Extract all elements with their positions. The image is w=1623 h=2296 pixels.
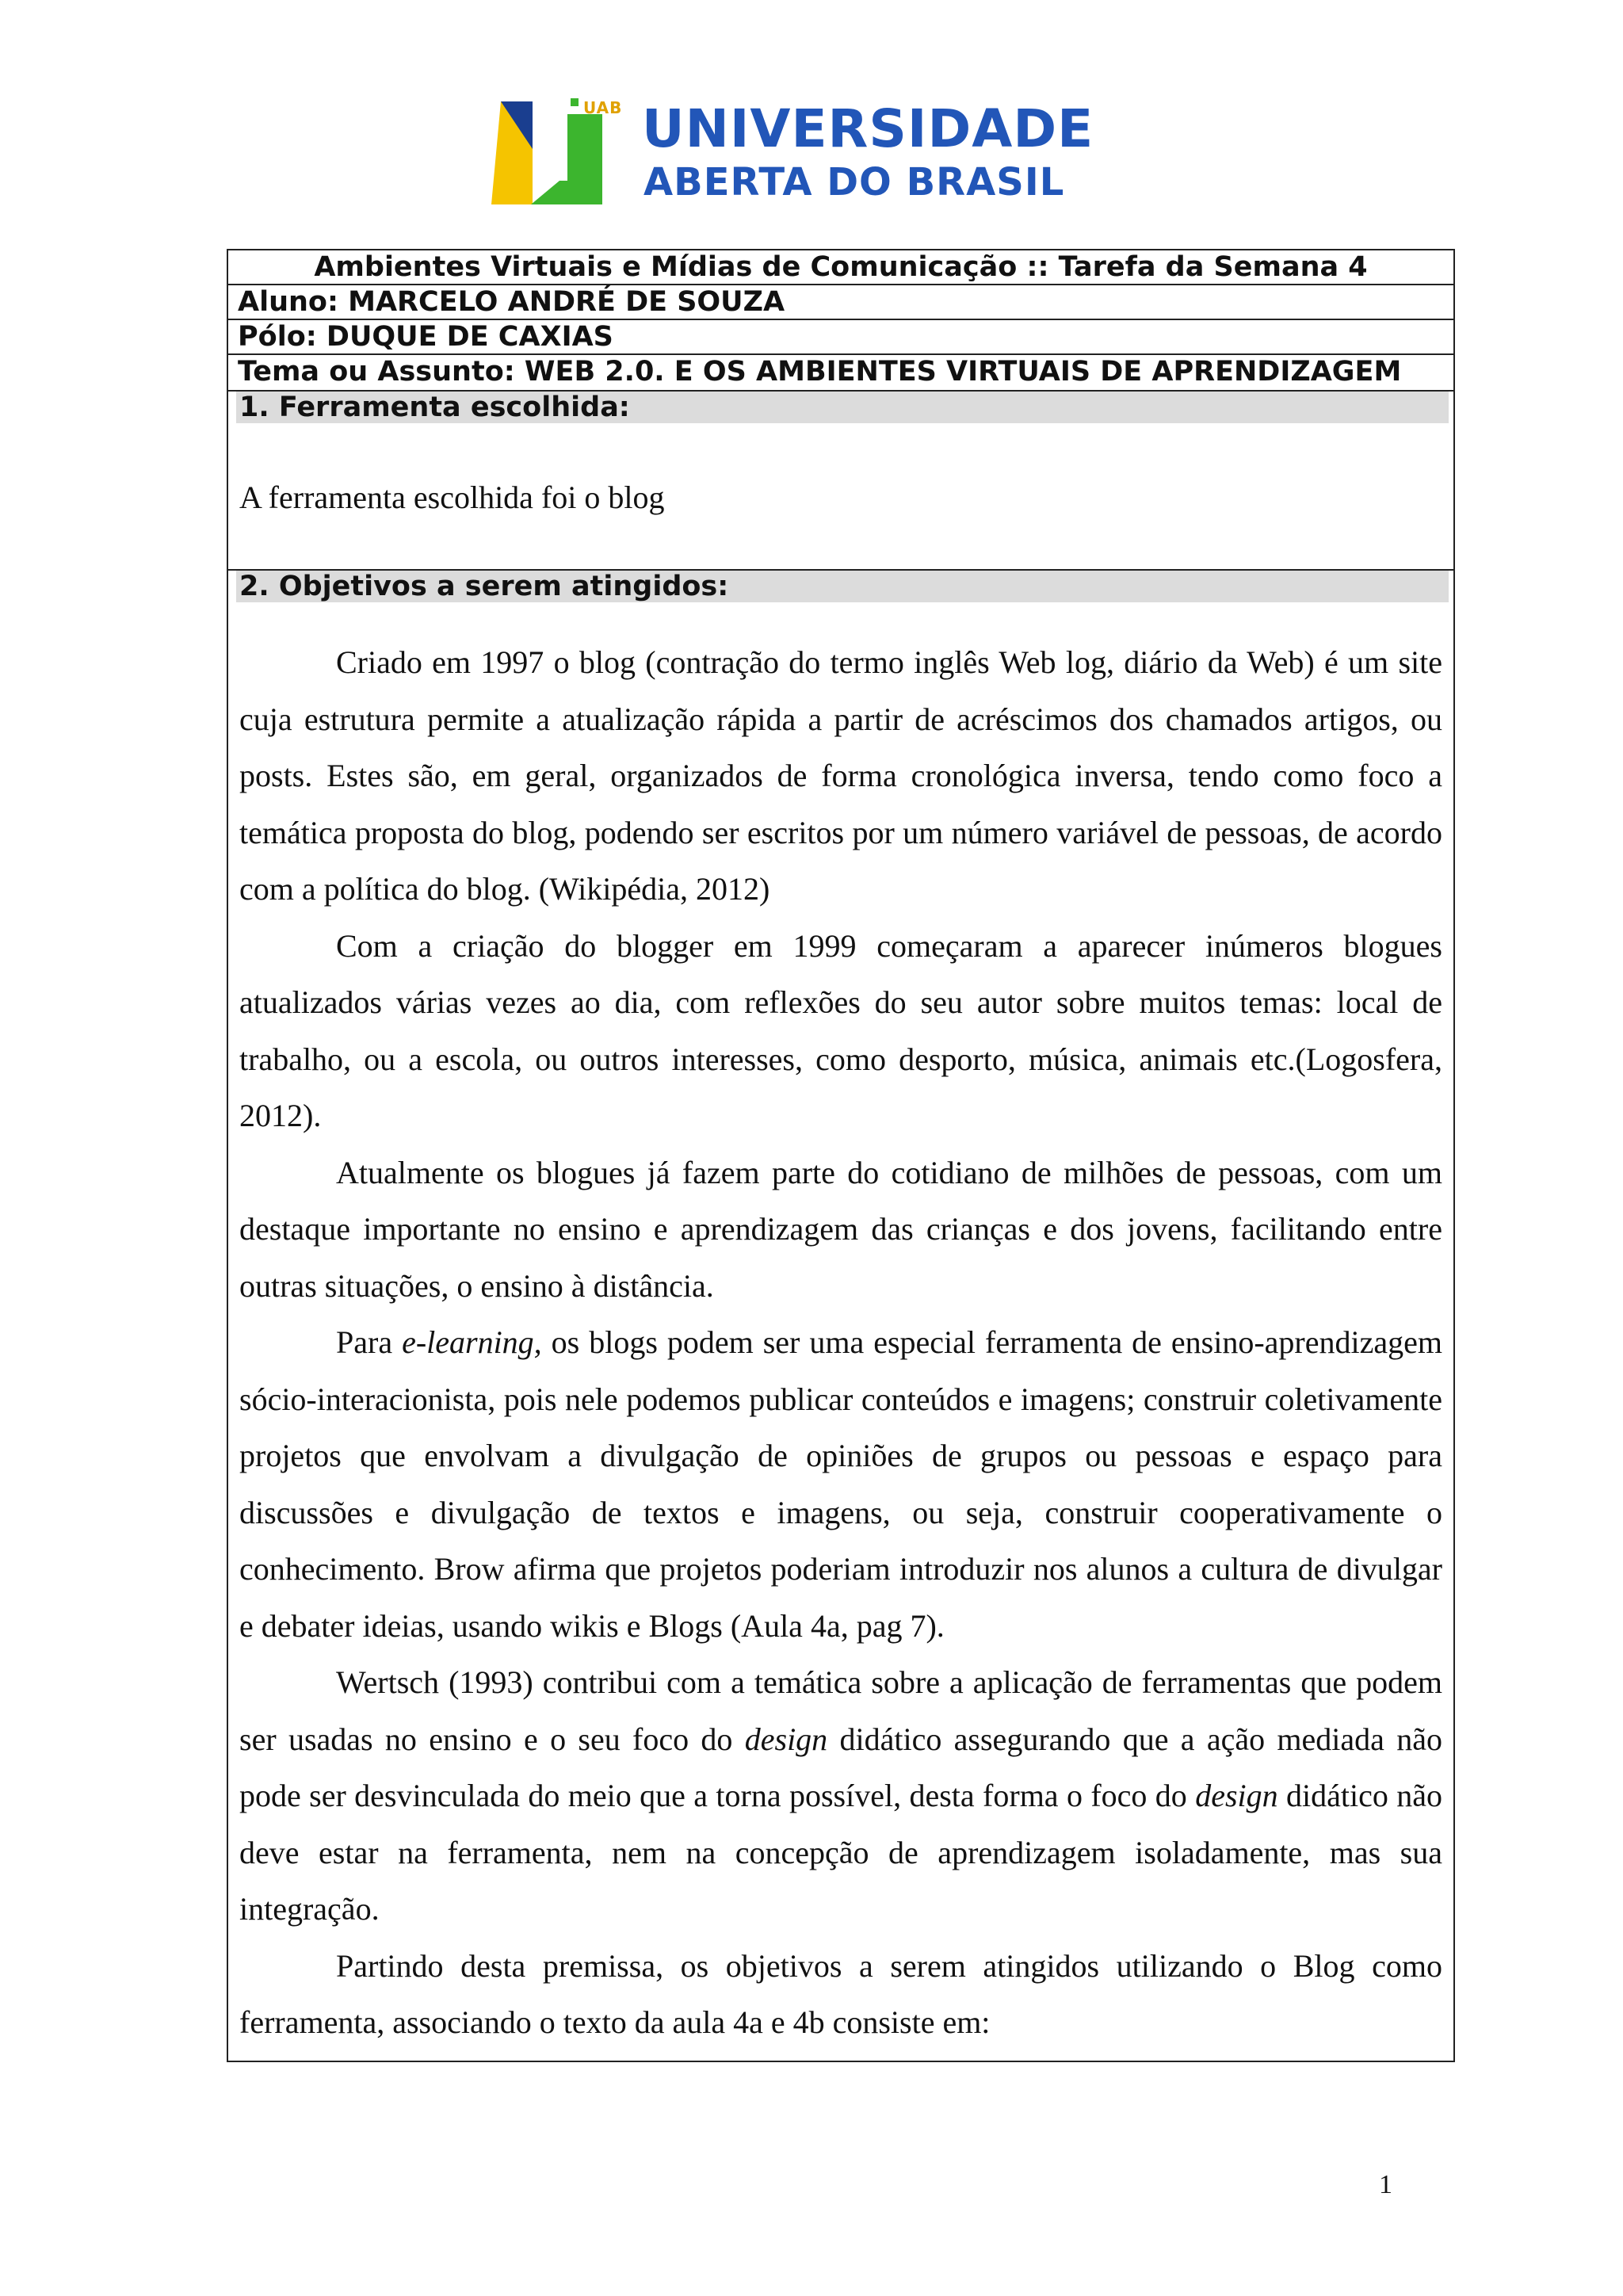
paragraph-5 — [239, 1654, 1442, 1938]
section-2-heading: 2. Objetivos a serem atingidos: — [236, 571, 1449, 602]
page-number: 1 — [1379, 2170, 1392, 2199]
text-run: os blogs podem ser uma especial ferramenta de ensino-aprendizagem sócio-interacionista, pois nele podemos publicar conteúdos e imagens; construir coletivamente projetos que envolvam a divulgação de opiniões de grupos ou pessoas e espaço para discussões e divulgação de textos e imagens, ou seja, construir cooperativamente o conhecimento. Brow afirma que projetos poderiam introduzir nos alunos a cultura de divulgar e debater ideias, usando wikis e Blogs (Aula 4a, pag 7). — [239, 1324, 1442, 1644]
text-run: Para — [336, 1324, 403, 1360]
paragraph-1: Criado em 1997 o blog (contração do termo inglês Web log, diário da Web) é um site cuja estrutura permite a atualização rápida a partir de acréscimos dos chamados artigos, ou posts. Estes são, em geral, organizados de forma cronológica inversa, tendo como foco a temática proposta do blog, podendo ser escritos por um número variável de pessoas, de acordo com a política do blog. (Wikipédia, 2012) — [239, 644, 1442, 907]
section-1-answer: A ferramenta escolhida foi o blog — [239, 479, 665, 515]
paragraph-4 — [239, 1314, 1442, 1654]
logo-small-text: UAB — [583, 98, 623, 117]
italic-term: e-learning, — [402, 1324, 542, 1360]
pole-name: Pólo: DUQUE DE CAXIAS — [228, 320, 1453, 355]
paragraph-2: Com a criação do blogger em 1999 começaram a aparecer inúmeros blogues atualizados várias vezes ao dia, com reflexões do seu autor sobre muitos temas: local de trabalho, ou a escola, ou outros interesses, como desporto, música, animais etc.(Logosfera, 2012). — [239, 927, 1442, 1133]
course-title: Ambientes Virtuais e Mídias de Comunicação :: Tarefa da Semana 4 — [228, 250, 1453, 285]
student-name: Aluno: MARCELO ANDRÉ DE SOUZA — [228, 285, 1453, 320]
italic-term: design — [1195, 1778, 1278, 1813]
paragraph-3: Atualmente os blogues já fazem parte do cotidiano de milhões de pessoas, com um destaque importante no ensino e aprendizagem das crianças e dos jovens, facilitando entre outras situações, o ensino à distância. — [239, 1154, 1442, 1304]
text-run: Wertsch (1993) contribui com a temática sobre a aplicação de ferramentas que podem ser usadas no ensino e o seu foco do — [239, 1664, 1442, 1757]
logo-line-2: ABERTA DO BRASIL — [643, 160, 1065, 204]
topic-line: Tema ou Assunto: WEB 2.0. E OS AMBIENTES VIRTUAIS DE APRENDIZAGEM — [238, 356, 1402, 388]
italic-term: design — [744, 1721, 828, 1757]
section-1-heading: 1. Ferramenta escolhida: — [236, 392, 1449, 423]
text-run: didático assegurando que a ação mediada não pode ser desvinculada do meio que a torna possível, desta forma o foco do — [239, 1721, 1442, 1813]
uab-logo — [491, 94, 1094, 212]
text-run: didático não deve estar na ferramenta, nem na concepção de aprendizagem isoladamente, mas sua integração. — [239, 1778, 1442, 1927]
section-2-body — [239, 634, 1442, 2051]
logo-line-1: UNIVERSIDADE — [642, 98, 1094, 159]
assignment-table — [227, 249, 1455, 2062]
paragraph-6: Partindo desta premissa, os objetivos a serem atingidos utilizando o Blog como ferramenta, associando o texto da aula 4a e 4b consiste em: — [239, 1947, 1442, 2040]
